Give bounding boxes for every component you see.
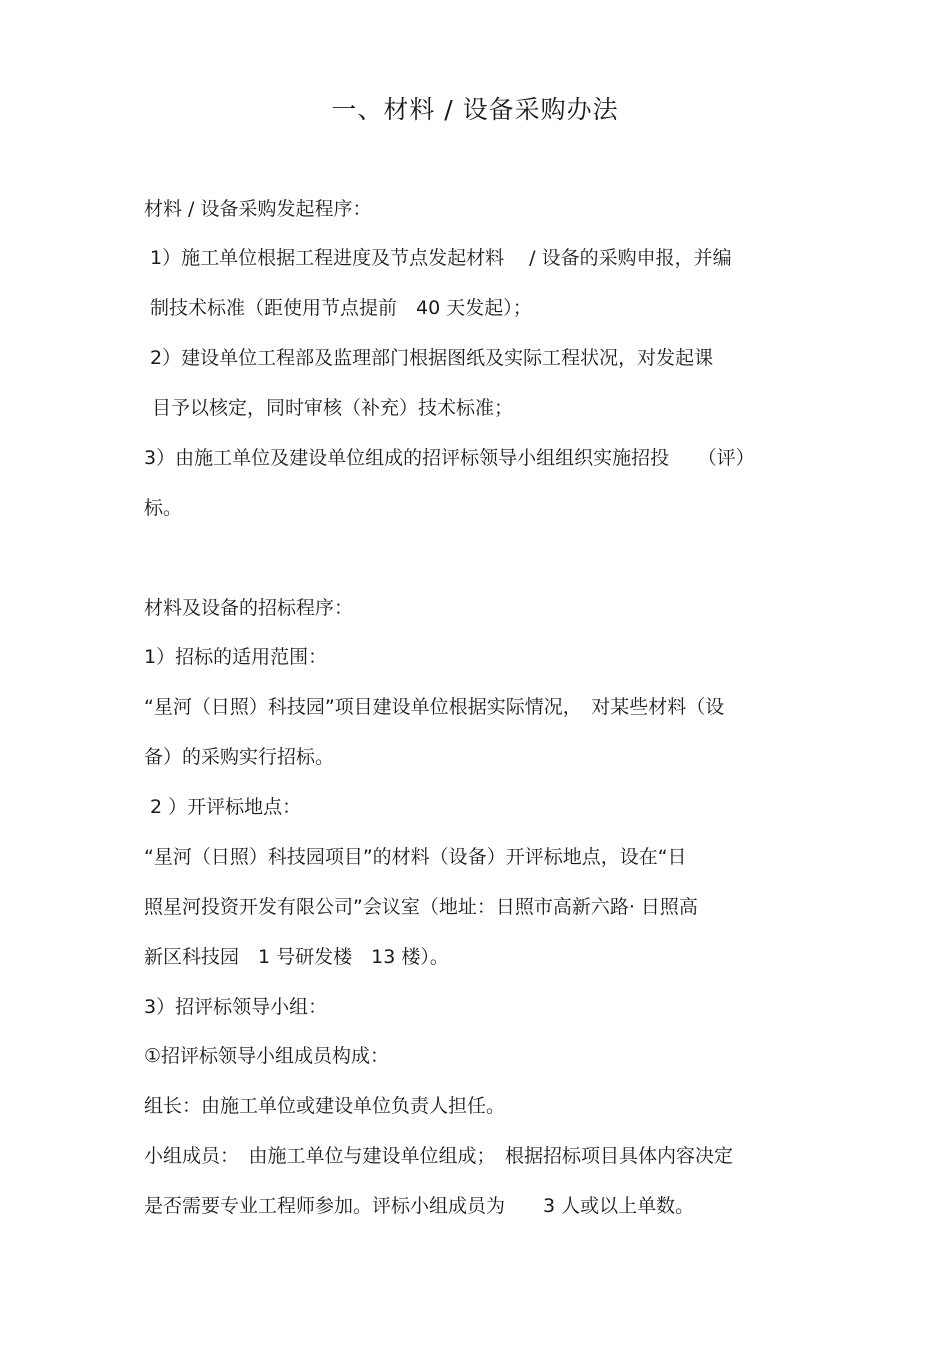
text-line-section2-heading: 材料及设备的招标程序： — [144, 597, 354, 619]
text-line: 3）由施工单位及建设单位组成的招评标领导小组组织实施招投 （评） — [144, 447, 755, 469]
text-line: 新区科技园 1 号研发楼 13 楼）。 — [144, 946, 449, 968]
text-line-section1-heading: 材料 / 设备采购发起程序： — [144, 198, 372, 220]
text-line: 备）的采购实行招标。 — [144, 746, 335, 768]
document-title: 一、材料 / 设备采购办法 — [331, 95, 619, 124]
text-line: ①招评标领导小组成员构成： — [144, 1045, 390, 1067]
text-line: 照星河投资开发有限公司”会议室（地址：日照市高新六路· 日照高 — [144, 896, 698, 918]
text-line: 小组成员： 由施工单位与建设单位组成； 根据招标项目具体内容决定 — [144, 1145, 734, 1167]
text-line: 2 ）开评标地点： — [150, 796, 302, 818]
text-line: 组长：由施工单位或建设单位负责人担任。 — [144, 1095, 506, 1117]
text-line: 标。 — [144, 497, 183, 519]
text-line: 目予以核定，同时审核（补充）技术标准； — [152, 397, 514, 419]
text-line: 制技术标准（距使用节点提前 40 天发起）； — [150, 297, 532, 319]
text-line: 是否需要专业工程师参加。评标小组成员为 3 人或以上单数。 — [144, 1195, 695, 1217]
text-line: 2）建设单位工程部及监理部门根据图纸及实际工程状况，对发起课 — [150, 347, 714, 369]
text-line: 1）施工单位根据工程进度及节点发起材料 / 设备的采购申报，并编 — [150, 247, 732, 269]
text-line: “星河（日照）科技园项目”的材料（设备）开评标地点，设在“日 — [144, 846, 687, 868]
text-line: 1）招标的适用范围： — [144, 646, 328, 668]
text-line: 3）招评标领导小组： — [144, 996, 328, 1018]
text-line: “星河（日照）科技园”项目建设单位根据实际情况， 对某些材料（设 — [144, 696, 725, 718]
